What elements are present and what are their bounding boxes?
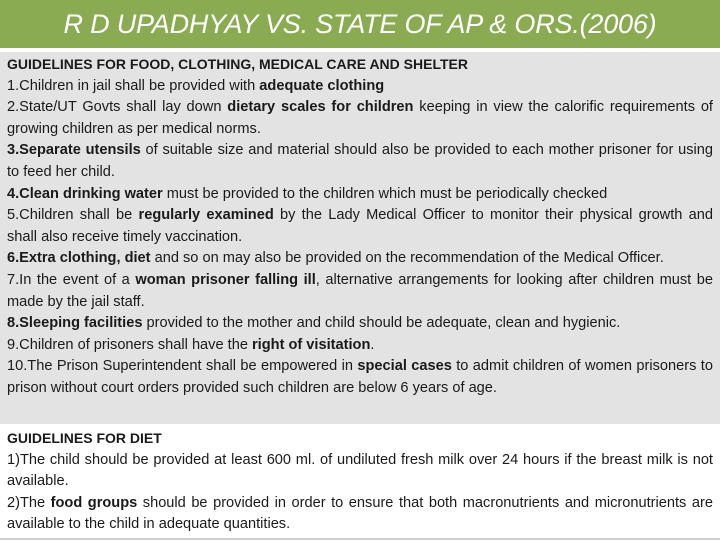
section-heading: GUIDELINES FOR FOOD, CLOTHING, MEDICAL CARE AND SHELTER (7, 56, 468, 72)
list-item: 3.Separate utensils of suitable size and material should also be provided to each mother prisoner for using to feed her child. (7, 142, 714, 180)
list-item: 5.Children shall be regularly examined by the Lady Medical Officer to monitor their physical growth and shall also receive timely vaccination. (7, 207, 713, 245)
list-item: 7.In the event of a woman prisoner falling ill, alternative arrangements for looking after children must be made by the jail staff. (7, 271, 714, 310)
slide-title: R D UPADHYAY VS. STATE OF AP & ORS.(2006) (0, 0, 720, 48)
list-item: 2)The food groups should be provided in order to ensure that both macronutrients and micronutrients are available to the child in adequate quantities. (7, 494, 713, 533)
guidelines-diet-panel (0, 427, 720, 538)
list-item: 10.The Prison Superintendent shall be empowered in special cases to admit children of women prisoners to prison without court orders provided such children are below 6 years of age. (7, 358, 713, 396)
list-item: 1.Children in jail shall be provided with adequate clothing (7, 77, 385, 94)
list-item: 4.Clean drinking water must be provided to the children which must be periodically checked (7, 185, 608, 202)
list-item: 1)The child should be provided at least 600 ml. of undiluted fresh milk over 24 hours if the breast milk is not available. (7, 451, 713, 490)
section-heading: GUIDELINES FOR DIET (7, 430, 162, 446)
list-item: 6.Extra clothing, diet and so on may also be provided on the recommendation of the Medical Officer. (7, 250, 664, 267)
list-item: 2.State/UT Govts shall lay down dietary scales for children keeping in view the calorific requirements of growing children as per medical norms. (7, 99, 713, 137)
guidelines-food-clothing-panel (0, 52, 720, 424)
list-item: 9.Children of prisoners shall have the right of visitation. (7, 336, 375, 353)
list-item: 8.Sleeping facilities provided to the mother and child should be adequate, clean and hygienic. (7, 315, 621, 332)
